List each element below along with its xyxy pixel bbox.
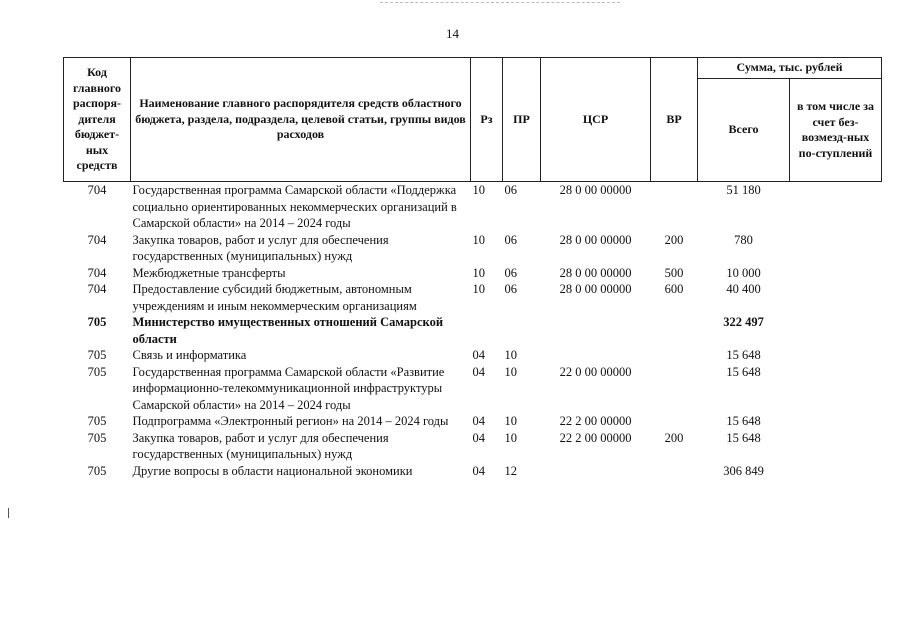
- cell-code: 704: [87, 265, 107, 280]
- page-number: 14: [446, 26, 459, 41]
- cell-free: [790, 430, 882, 463]
- cell-csr: 28 0 00 00000: [559, 282, 632, 296]
- cell-code: 705: [87, 463, 107, 478]
- table-row: [64, 281, 882, 314]
- cell-code: 704: [87, 282, 107, 296]
- table-row: [64, 413, 882, 430]
- cell-rz: 04: [472, 348, 485, 362]
- cell-pr: 06: [504, 232, 517, 247]
- scan-artifact-margin: [8, 508, 9, 518]
- scan-artifact: [380, 2, 620, 4]
- cell-total: 51 180: [726, 183, 761, 197]
- cell-code: 705: [87, 348, 107, 362]
- cell-free: [790, 413, 882, 430]
- cell-pr: 12: [504, 463, 517, 478]
- cell-vr: [651, 463, 698, 480]
- cell-name: Подпрограмма «Электронный регион» на 2014 – 2024 годы: [132, 414, 449, 428]
- cell-vr: [651, 347, 698, 364]
- cell-pr: 06: [504, 282, 517, 296]
- cell-total: 322 497: [723, 315, 764, 329]
- cell-name: Другие вопросы в области национальной экономики: [132, 463, 413, 478]
- cell-csr: [541, 463, 651, 480]
- cell-rz: 04: [472, 463, 485, 478]
- header-pr: ПР: [503, 58, 541, 182]
- table-row: [64, 364, 882, 414]
- cell-rz: 10: [472, 282, 485, 296]
- table-row: [64, 182, 882, 232]
- cell-rz: 04: [472, 430, 485, 445]
- table-row: [64, 314, 882, 347]
- cell-csr: [541, 314, 651, 347]
- cell-rz: 04: [472, 364, 485, 379]
- cell-code: 705: [87, 364, 107, 379]
- header-free: в том числе за счет без-возмезд-ных по-ступлений: [790, 79, 882, 182]
- cell-vr: [651, 364, 698, 414]
- cell-total: 15 648: [726, 348, 761, 362]
- cell-csr: 28 0 00 00000: [559, 183, 632, 197]
- header-rz: Рз: [471, 58, 503, 182]
- cell-pr: 10: [504, 414, 517, 428]
- table-row: [64, 430, 882, 463]
- cell-name: Закупка товаров, работ и услуг для обеспечения государственных (муниципальных) нужд: [132, 232, 389, 263]
- cell-csr: 22 2 00 00000: [559, 414, 632, 428]
- cell-total: 15 648: [726, 430, 761, 445]
- cell-vr: [651, 314, 698, 347]
- cell-code: 705: [87, 430, 107, 445]
- cell-free: [790, 314, 882, 347]
- cell-total: 40 400: [726, 282, 761, 296]
- cell-pr: [503, 314, 541, 347]
- cell-rz: 10: [472, 232, 485, 247]
- cell-vr: 200: [664, 232, 684, 247]
- cell-free: [790, 281, 882, 314]
- cell-code: 705: [87, 414, 107, 428]
- cell-pr: 10: [504, 430, 517, 445]
- table-row: [64, 232, 882, 265]
- cell-rz: 10: [472, 265, 485, 280]
- cell-code: 704: [87, 183, 107, 197]
- cell-name: Министерство имущественных отношений Самарской области: [132, 315, 444, 346]
- header-csr: ЦСР: [541, 58, 651, 182]
- cell-code: 704: [87, 232, 107, 247]
- cell-free: [790, 232, 882, 265]
- cell-csr: [541, 347, 651, 364]
- cell-total: 10 000: [726, 265, 761, 280]
- cell-free: [790, 347, 882, 364]
- cell-pr: 10: [504, 364, 517, 379]
- cell-vr: [651, 182, 698, 232]
- header-total: Всего: [698, 79, 790, 182]
- cell-vr: 200: [664, 430, 684, 445]
- table-row: [64, 265, 882, 282]
- table-row: [64, 347, 882, 364]
- cell-name: Межбюджетные трансферты: [132, 265, 286, 280]
- table-row: [64, 463, 882, 480]
- cell-pr: 10: [504, 348, 517, 362]
- cell-name: Государственная программа Самарской области «Развитие информационно-телекоммуникационной инфраструктуры Самарской области» на 2014 – 2024 годы: [132, 364, 445, 412]
- cell-vr: 500: [664, 265, 684, 280]
- cell-rz: [471, 314, 503, 347]
- cell-name: Государственная программа Самарской области «Поддержка социально ориентированных некоммерческих организаций в Самарской области» на 2014 – 2024 годы: [132, 183, 457, 230]
- cell-pr: 06: [504, 265, 517, 280]
- cell-vr: [651, 413, 698, 430]
- cell-csr: 22 2 00 00000: [559, 430, 632, 445]
- cell-rz: 04: [472, 414, 485, 428]
- cell-free: [790, 364, 882, 414]
- table-body: [64, 182, 882, 480]
- cell-free: [790, 182, 882, 232]
- cell-code: 705: [87, 315, 107, 329]
- cell-total: 780: [734, 232, 753, 247]
- cell-free: [790, 463, 882, 480]
- cell-total: 15 648: [726, 364, 761, 379]
- header-row-1: [64, 58, 882, 79]
- cell-name: Предоставление субсидий бюджетным, автономным учреждениям и иным некоммерческим организациям: [132, 282, 417, 313]
- cell-csr: 28 0 00 00000: [559, 265, 632, 280]
- cell-total: 15 648: [726, 414, 761, 428]
- cell-total: 306 849: [723, 463, 764, 478]
- header-sum: Сумма, тыс. рублей: [698, 58, 882, 79]
- cell-pr: 06: [504, 183, 517, 197]
- header-name: Наименование главного распорядителя средств областного бюджета, раздела, подраздела, целевой статьи, группы видов расходов: [131, 58, 471, 182]
- cell-vr: 600: [664, 282, 684, 296]
- cell-csr: 22 0 00 00000: [559, 364, 632, 379]
- cell-free: [790, 265, 882, 282]
- cell-name: Связь и информатика: [132, 348, 247, 362]
- header-code: Код главного распоря-дителя бюджет-ных средств: [64, 58, 131, 182]
- header-vr: ВР: [651, 58, 698, 182]
- budget-table: [63, 57, 882, 479]
- cell-csr: 28 0 00 00000: [559, 232, 632, 247]
- cell-name: Закупка товаров, работ и услуг для обеспечения государственных (муниципальных) нужд: [132, 430, 389, 461]
- cell-rz: 10: [472, 183, 485, 197]
